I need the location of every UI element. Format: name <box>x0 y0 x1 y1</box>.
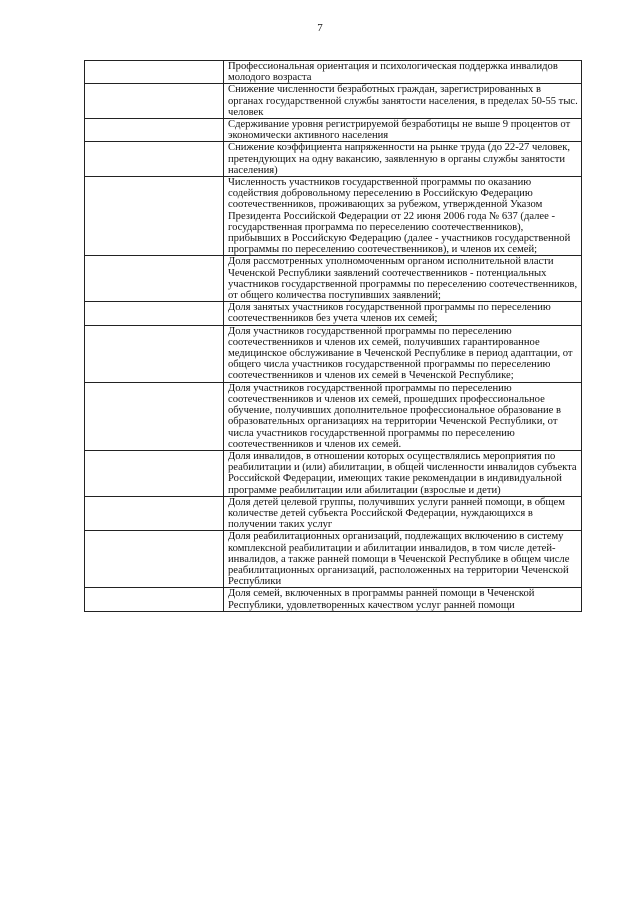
empty-cell <box>85 177 224 256</box>
indicator-cell: Доля реабилитационных организаций, подлежащих включению в систему комплексной реабилитации и абилитации инвалидов, в том числе детей-инвалидов, а также ранней помощи в Чеченской Республике в общем числе реабилитационных организаций, расположенных на территории Чеченской Республики <box>224 531 582 588</box>
table-row <box>85 302 582 325</box>
empty-cell <box>85 531 224 588</box>
empty-cell <box>85 119 224 142</box>
table-row <box>85 84 582 119</box>
indicator-cell: Сдерживание уровня регистрируемой безработицы не выше 9 процентов от экономически активного населения <box>224 119 582 142</box>
empty-cell <box>85 302 224 325</box>
empty-cell <box>85 84 224 119</box>
table-row <box>85 531 582 588</box>
indicator-cell: Доля участников государственной программы по переселению соотечественников и членов их семей, получивших гарантированное медицинское обслуживание в Чеченской Республике в период адаптации, от общего числа участников государственной программы по переселению соотечественников и членов их семей в Чеченской Республике; <box>224 325 582 382</box>
table-row <box>85 119 582 142</box>
table-row <box>85 177 582 256</box>
empty-cell <box>85 450 224 496</box>
indicator-cell: Доля семей, включенных в программы ранней помощи в Чеченской Республики, удовлетворенных качеством услуг ранней помощи <box>224 588 582 611</box>
table-row <box>85 588 582 611</box>
indicator-cell: Снижение численности безработных граждан, зарегистрированных в органах государственной службы занятости населения, в пределах 50-55 тыс. человек <box>224 84 582 119</box>
page-number: 7 <box>317 22 323 34</box>
indicator-cell: Профессиональная ориентация и психологическая поддержка инвалидов молодого возраста <box>224 61 582 84</box>
empty-cell <box>85 61 224 84</box>
indicator-cell: Доля занятых участников государственной программы по переселению соотечественников без учета членов их семей; <box>224 302 582 325</box>
table-row <box>85 61 582 84</box>
empty-cell <box>85 496 224 531</box>
empty-cell <box>85 588 224 611</box>
indicator-cell: Доля участников государственной программы по переселению соотечественников и членов их семей, прошедших профессиональное обучение, получивших дополнительное профессиональное образование в образовательных организациях на территории Чеченской Республики, от числа участников государственной программы по переселению соотечественников и членов их семей. <box>224 382 582 450</box>
indicator-cell: Доля инвалидов, в отношении которых осуществлялись мероприятия по реабилитации и (или) абилитации, в общей численности инвалидов субъекта Российской Федерации, имеющих такие рекомендации в индивидуальной программе реабилитации или абилитации (взрослые и дети) <box>224 450 582 496</box>
table-row <box>85 325 582 382</box>
empty-cell <box>85 142 224 177</box>
table-row <box>85 496 582 531</box>
indicator-cell: Доля детей целевой группы, получивших услуги ранней помощи, в общем количестве детей субъекта Российской Федерации, нуждающихся в получении таких услуг <box>224 496 582 531</box>
table-row <box>85 142 582 177</box>
indicator-cell: Численность участников государственной программы по оказанию содействия добровольному переселению в Российскую Федерацию соотечественников, проживающих за рубежом, утвержденной Указом Президента Российской Федерации от 22 июня 2006 года № 637 (далее - государственная программа по переселению соотечественников), прибывших в Российскую Федерацию (далее - участников государственной программы по переселению соотечественников), и членов их семей; <box>224 177 582 256</box>
indicator-cell: Снижение коэффициента напряженности на рынке труда (до 22-27 человек, претендующих на одну вакансию, заявленную в органы службы занятости населения) <box>224 142 582 177</box>
table-row <box>85 256 582 302</box>
table-row <box>85 382 582 450</box>
indicators-table <box>84 60 582 612</box>
indicator-cell: Доля рассмотренных уполномоченным органом исполнительной власти Чеченской Республики заявлений соотечественников - потенциальных участников государственной программы по переселению соотечественников, от общего количества поступивших заявлений; <box>224 256 582 302</box>
empty-cell <box>85 256 224 302</box>
empty-cell <box>85 382 224 450</box>
table-row <box>85 450 582 496</box>
empty-cell <box>85 325 224 382</box>
